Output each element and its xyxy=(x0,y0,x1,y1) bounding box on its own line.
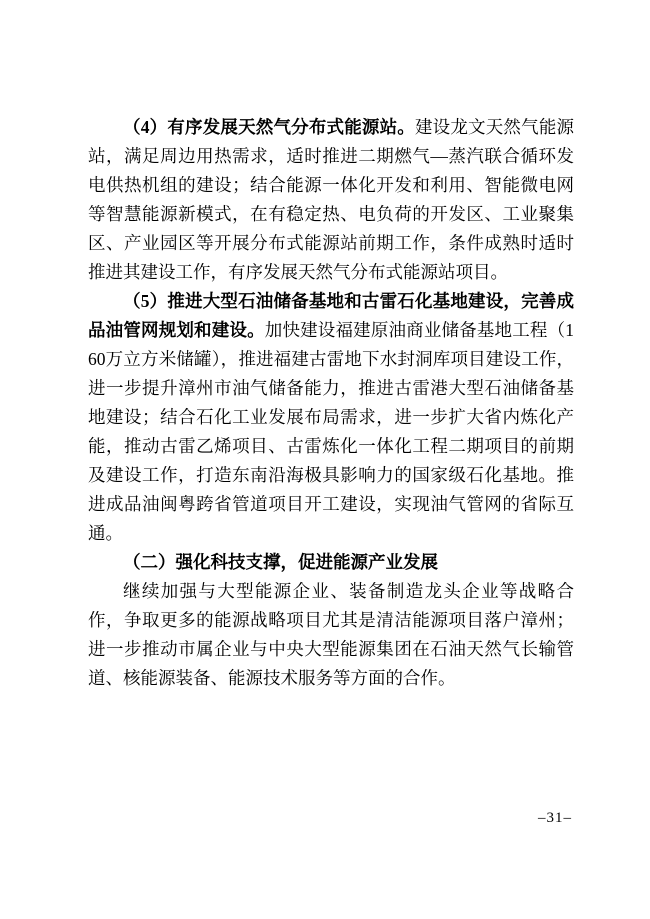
page-number: –31– xyxy=(538,810,572,826)
paragraph-4-text: 建设龙文天然气能源站，满足周边用热需求，适时推进二期燃气—蒸汽联合循环发电供热机组的建设；结合能源一体化开发和利用、智能微电网等智慧能源新模式，在有稳定热、电负荷的开发区、工业聚集区、产业园区等开展分布式能源站前期工作，条件成熟时适时推进其建设工作，有序发展天然气分布式能源站项目。 xyxy=(88,117,575,282)
paragraph-4 xyxy=(88,113,574,287)
document-body xyxy=(88,113,574,693)
paragraph-5 xyxy=(88,287,574,548)
paragraph-closing xyxy=(88,577,574,693)
paragraph-4-lead: （4）有序发展天然气分布式能源站。 xyxy=(123,117,415,137)
paragraph-5-lead: （5）推进大型石油储备基地和古雷石化基地建设，完善成品油管网规划和建设。 xyxy=(88,291,574,340)
paragraph-closing-text: 继续加强与大型能源企业、装备制造龙头企业等战略合作，争取更多的能源战略项目尤其是清洁能源项目落户漳州；进一步推动市属企业与中央大型能源集团在石油天然气长输管道、核能源装备、能源技术服务等方面的合作。 xyxy=(88,581,574,688)
paragraph-5-text: 加快建设福建原油商业储备基地工程（160万立方米储罐），推进福建古雷地下水封洞库项目建设工作，进一步提升漳州市油气储备能力，推进古雷港大型石油储备基地建设；结合石化工业发展布局需求，进一步扩大省内炼化产能，推动古雷乙烯项目、古雷炼化一体化工程二期项目的前期及建设工作，打造东南沿海极具影响力的国家级石化基地。推进成品油闽粤跨省管道项目开工建设，实现油气管网的省际互通。 xyxy=(88,320,575,543)
section-heading: （二）强化科技支撑，促进能源产业发展 xyxy=(123,552,438,572)
